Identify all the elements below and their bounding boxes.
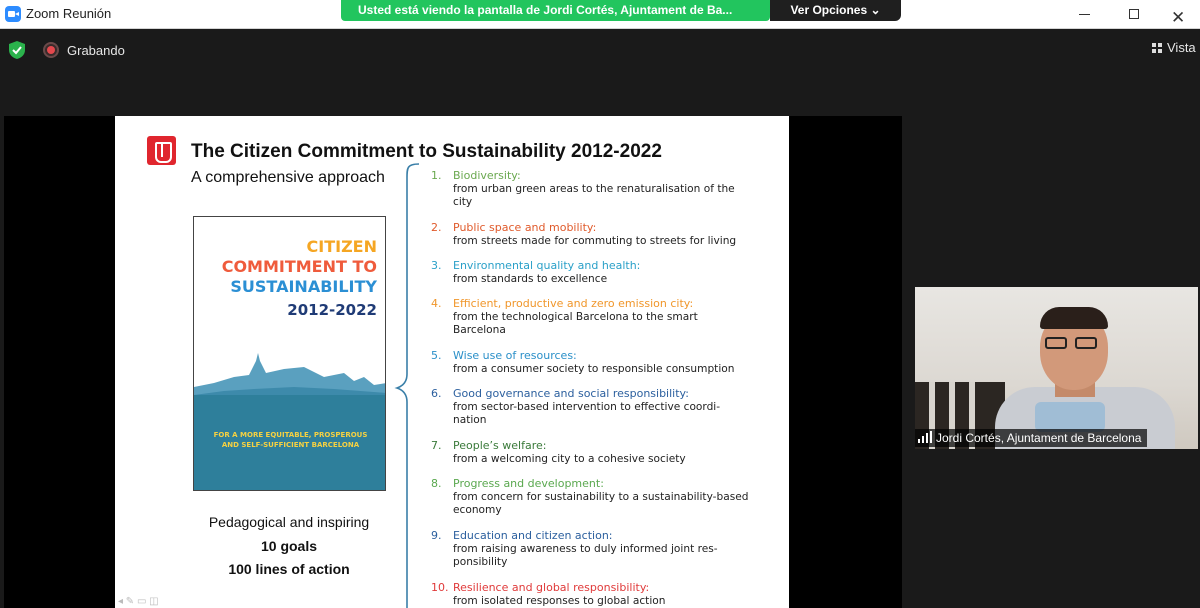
goal-title: Progress and development: bbox=[453, 477, 604, 490]
cover-line-2: COMMITMENT TO bbox=[221, 257, 377, 276]
goal-title: Resilience and global responsibility: bbox=[453, 581, 650, 594]
goal-number: 6. bbox=[431, 387, 442, 400]
goal-number: 7. bbox=[431, 439, 442, 452]
note-pedagogical: Pedagogical and inspiring bbox=[208, 514, 370, 530]
grid-view-icon bbox=[1152, 43, 1163, 53]
recording-icon bbox=[43, 42, 59, 58]
goal-number: 8. bbox=[431, 477, 442, 490]
screen-share-banner: Usted está viendo la pantalla de Jordi Cortés, Ajuntament de Ba... bbox=[341, 0, 770, 21]
goal-number: 5. bbox=[431, 349, 442, 362]
close-icon: ✕ bbox=[1171, 8, 1186, 27]
goal-title: Education and citizen action: bbox=[453, 529, 613, 542]
cover-tagline-2: AND SELF-SUFFICIENT BARCELONA bbox=[221, 441, 360, 449]
goal-title: Environmental quality and health: bbox=[453, 259, 641, 272]
goal-description: from a welcoming city to a cohesive society bbox=[453, 453, 686, 465]
goal-title: Good governance and social responsibility: bbox=[453, 387, 689, 400]
presentation-slide bbox=[115, 116, 789, 608]
view-options-button[interactable]: Ver Opciones ⌄ bbox=[770, 0, 901, 21]
goal-description: from the technological Barcelona to the smart Barcelona bbox=[453, 311, 698, 336]
goal-title: People’s welfare: bbox=[453, 439, 547, 452]
curly-brace bbox=[393, 162, 423, 608]
goal-number: 4. bbox=[431, 297, 442, 310]
goal-description: from a consumer society to responsible consumption bbox=[453, 363, 735, 375]
goal-description: from concern for sustainability to a sustainability-based economy bbox=[453, 491, 749, 516]
goal-description: from streets made for commuting to streets for living bbox=[453, 235, 737, 247]
cover-line-4: 2012-2022 bbox=[287, 301, 377, 319]
goal-title: Public space and mobility: bbox=[453, 221, 597, 234]
goal-description: from urban green areas to the renaturalisation of the city bbox=[453, 183, 735, 208]
participant-video-tile[interactable] bbox=[915, 287, 1198, 449]
note-goals: 10 goals bbox=[260, 538, 318, 554]
minimize-button[interactable] bbox=[1062, 0, 1108, 29]
goal-description: from raising awareness to duly informed joint res-ponsibility bbox=[453, 543, 718, 568]
slide-title: The Citizen Commitment to Sustainability 2012-2022 bbox=[191, 141, 662, 162]
goal-description: from isolated responses to global action bbox=[453, 595, 666, 607]
goal-title: Wise use of resources: bbox=[453, 349, 577, 362]
goal-number: 2. bbox=[431, 221, 442, 234]
window-title: Zoom Reunión bbox=[26, 6, 112, 21]
zoom-app-icon bbox=[5, 6, 21, 22]
cover-tagline-1: FOR A MORE EQUITABLE, PROSPEROUS bbox=[213, 431, 368, 439]
goal-title: Biodiversity: bbox=[453, 169, 521, 182]
goal-number: 1. bbox=[431, 169, 442, 182]
goal-number: 10. bbox=[431, 581, 449, 594]
maximize-button[interactable] bbox=[1112, 0, 1158, 29]
goal-number: 9. bbox=[431, 529, 442, 542]
close-button[interactable] bbox=[1155, 0, 1200, 29]
goal-title: Efficient, productive and zero emission city: bbox=[453, 297, 694, 310]
goal-description: from standards to excellence bbox=[453, 273, 608, 285]
view-button[interactable] bbox=[1147, 37, 1200, 59]
note-lines-of-action: 100 lines of action bbox=[228, 561, 350, 577]
security-shield-icon[interactable] bbox=[9, 41, 25, 59]
slide-toolbar[interactable]: ◂ ✎ ▭ ◫ bbox=[118, 596, 159, 607]
recording-label: Grabando bbox=[67, 43, 125, 58]
goal-description: from sector-based intervention to effective coordi-nation bbox=[453, 401, 721, 426]
participant-name: Jordi Cortés, Ajuntament de Barcelona bbox=[936, 431, 1142, 445]
cover-line-3: SUSTAINABILITY bbox=[230, 277, 377, 296]
participant-name-plate bbox=[915, 429, 1147, 447]
participant-glasses bbox=[1045, 337, 1103, 349]
signal-strength-icon bbox=[918, 431, 932, 443]
report-cover-image bbox=[193, 216, 386, 491]
goal-number: 3. bbox=[431, 259, 442, 272]
slide-subtitle: A comprehensive approach bbox=[191, 169, 385, 186]
cover-line-1: CITIZEN bbox=[306, 237, 377, 256]
view-label: Vista bbox=[1167, 40, 1196, 55]
barcelona-logo-icon bbox=[147, 136, 176, 165]
shirt-print bbox=[1035, 402, 1105, 432]
minimize-icon bbox=[1079, 14, 1090, 15]
title-bar bbox=[0, 0, 1200, 29]
maximize-icon bbox=[1129, 9, 1139, 19]
participant-hair bbox=[1040, 307, 1108, 329]
